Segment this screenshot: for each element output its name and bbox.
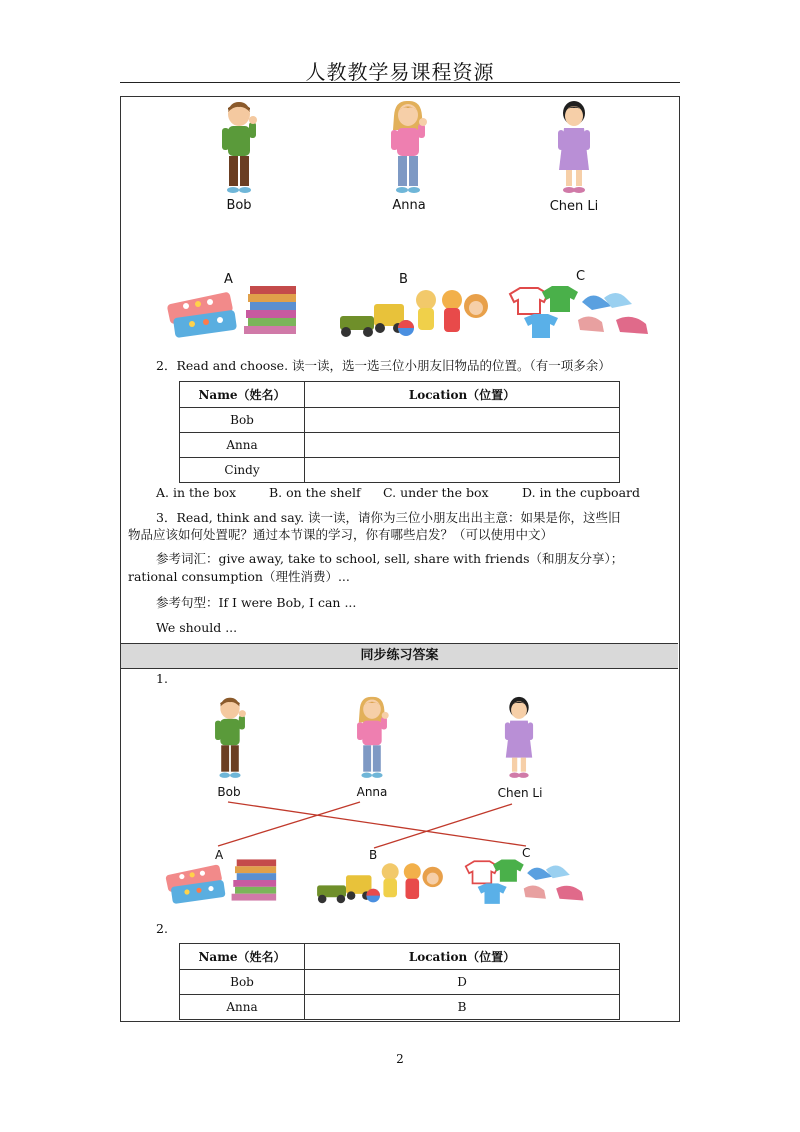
name-cell: Bob bbox=[180, 970, 305, 995]
girl-anna-figure bbox=[380, 100, 436, 200]
group-label: C bbox=[522, 846, 531, 860]
stationery-books-picture bbox=[164, 280, 304, 340]
table-header-location: Location（位置） bbox=[305, 382, 620, 408]
group-label: A bbox=[215, 848, 224, 862]
answer-item-1: 1. bbox=[156, 671, 168, 686]
name-cell: Bob bbox=[180, 408, 305, 433]
answer-item-2: 2. bbox=[156, 921, 168, 936]
option-d: D. in the cupboard bbox=[522, 485, 640, 500]
group-label: B bbox=[369, 848, 378, 862]
exercise-3-instruction-line1: 3．Read, think and say. 读一读，请你为三位小朋友出出主意：如果是你，这些旧 bbox=[156, 510, 621, 525]
clothes-shoes-picture bbox=[464, 854, 592, 906]
location-cell[interactable] bbox=[305, 433, 620, 458]
option-c: C. under the box bbox=[383, 485, 489, 500]
location-cell[interactable] bbox=[305, 458, 620, 483]
header-rule bbox=[120, 82, 680, 83]
child-name-label: Bob bbox=[217, 785, 241, 799]
table-row bbox=[180, 408, 620, 433]
child-name-label: Chen Li bbox=[497, 786, 543, 800]
table-row bbox=[180, 458, 620, 483]
exercise-2-instruction: 2．Read and choose. 读一读，选一选三位小朋友旧物品的位置。（有一项多余） bbox=[156, 358, 611, 373]
table-row bbox=[180, 995, 620, 1020]
name-cell: Anna bbox=[180, 995, 305, 1020]
boy-bob-figure bbox=[205, 696, 255, 784]
option-a: A. in the box bbox=[156, 485, 237, 500]
toys-picture bbox=[334, 282, 494, 342]
stationery-books-picture bbox=[163, 854, 283, 906]
location-cell: B bbox=[305, 995, 620, 1020]
sentence-pattern-2: We should ... bbox=[156, 620, 238, 635]
vocab-line2: rational consumption（理性消费）... bbox=[128, 569, 350, 584]
sentence-pattern-1: 参考句型：If I were Bob, I can ... bbox=[156, 595, 357, 610]
girl-anna-figure bbox=[347, 696, 397, 784]
boy-bob-figure bbox=[211, 100, 267, 200]
table-header-location: Location（位置） bbox=[305, 944, 620, 970]
toys-picture bbox=[312, 856, 448, 908]
exercise-3-instruction-line2: 物品应该如何处置呢？通过本节课的学习，你有哪些启发？（可以使用中文） bbox=[128, 527, 554, 542]
option-b: B. on the shelf bbox=[269, 485, 361, 500]
page-number: 2 bbox=[396, 1052, 404, 1066]
girl-chen-li-figure bbox=[546, 100, 602, 200]
header-title: 人教教学易课程资源 bbox=[305, 60, 495, 84]
answer-location-table bbox=[179, 943, 620, 1020]
child-name-label: Anna bbox=[356, 785, 388, 799]
table-header-name: Name（姓名） bbox=[180, 944, 305, 970]
name-cell: Anna bbox=[180, 433, 305, 458]
group-label: B bbox=[399, 272, 408, 287]
child-name-label: Chen Li bbox=[549, 199, 599, 214]
location-cell: D bbox=[305, 970, 620, 995]
group-label: C bbox=[576, 269, 586, 284]
table-header-name: Name（姓名） bbox=[180, 382, 305, 408]
clothes-shoes-picture bbox=[508, 280, 658, 340]
child-name-label: Bob bbox=[226, 198, 252, 213]
table-row bbox=[180, 433, 620, 458]
vocab-line1: 参考词汇：give away, take to school, sell, share with friends（和朋友分享）； bbox=[156, 551, 624, 566]
location-cell[interactable] bbox=[305, 408, 620, 433]
location-table bbox=[179, 381, 620, 483]
matching-lines bbox=[120, 790, 680, 860]
name-cell: Cindy bbox=[180, 458, 305, 483]
child-name-label: Anna bbox=[392, 198, 426, 213]
table-row bbox=[180, 970, 620, 995]
girl-chen-li-figure bbox=[494, 696, 544, 784]
group-label: A bbox=[224, 272, 233, 287]
answers-banner: 同步练习答案 bbox=[121, 643, 678, 669]
